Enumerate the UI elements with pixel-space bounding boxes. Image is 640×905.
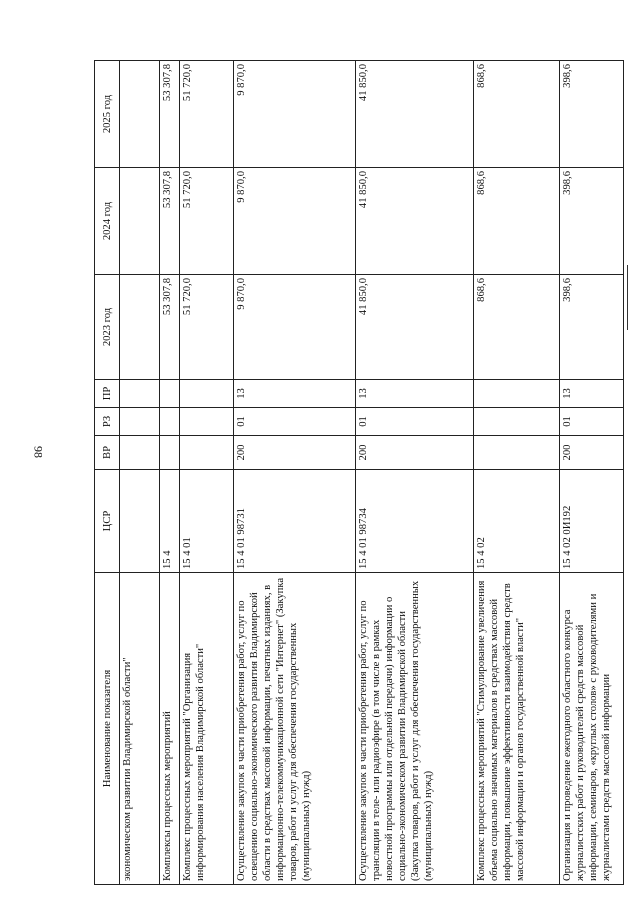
row-pr	[160, 380, 180, 408]
row-rz	[160, 408, 180, 436]
row-2023: 398,6	[560, 275, 624, 380]
row-vr	[120, 436, 160, 470]
row-pr	[474, 380, 560, 408]
header-rz: РЗ	[95, 408, 120, 436]
header-csr: ЦСР	[95, 470, 120, 573]
edge-mark	[627, 265, 628, 330]
row-csr: 15 4 01 98731	[234, 470, 356, 573]
row-2023: 41 850,0	[356, 275, 474, 380]
row-rz	[474, 408, 560, 436]
row-csr: 15 4 02 0И192	[560, 470, 624, 573]
budget-table	[94, 60, 624, 885]
row-2023	[120, 275, 160, 380]
row-name: Организация и проведение ежегодного областного конкурса журналистских работ и руководителей средств массовой информации, семинаров, «круглых столов» с руководителями и журналистами средств массовой информации	[560, 573, 624, 885]
row-vr	[160, 436, 180, 470]
row-rz	[120, 408, 160, 436]
row-2023: 53 307,8	[160, 275, 180, 380]
table-row	[356, 61, 474, 885]
row-pr: 13	[356, 380, 474, 408]
row-2025: 398,6	[560, 61, 624, 168]
row-vr	[180, 436, 234, 470]
row-2024	[120, 168, 160, 275]
table-row	[234, 61, 356, 885]
row-rz: 01	[356, 408, 474, 436]
header-2023: 2023 год	[95, 275, 120, 380]
row-2023: 51 720,0	[180, 275, 234, 380]
row-2023: 9 870,0	[234, 275, 356, 380]
row-2025: 53 307,8	[160, 61, 180, 168]
row-name: Комплекс процессных мероприятий "Стимулирование увеличения объема социально значимых материалов в средствах массовой информации, повышение эффективности взаимодействия средств массовой информации и органов государственной власти"	[474, 573, 560, 885]
row-csr: 15 4	[160, 470, 180, 573]
header-2024: 2024 год	[95, 168, 120, 275]
row-name: экономическом развитии Владимирской области"	[120, 573, 160, 885]
table-row	[120, 61, 160, 885]
row-pr	[180, 380, 234, 408]
row-2025: 9 870,0	[234, 61, 356, 168]
row-name: Комплексы процессных мероприятий	[160, 573, 180, 885]
row-name: Комплекс процессных мероприятий "Организация информирования населения Владимирской области"	[180, 573, 234, 885]
table-row	[180, 61, 234, 885]
row-vr: 200	[560, 436, 624, 470]
table-header-row	[95, 61, 120, 885]
page-number: 98	[31, 446, 46, 458]
header-vr: ВР	[95, 436, 120, 470]
row-2024: 868,6	[474, 168, 560, 275]
row-2025: 868,6	[474, 61, 560, 168]
row-pr	[120, 380, 160, 408]
row-vr: 200	[234, 436, 356, 470]
header-name: Наименование показателя	[95, 573, 120, 885]
rotated-budget-table	[94, 61, 612, 885]
row-name: Осуществление закупок в части приобретения работ, услуг по трансляции в теле- или радиоэфире (в том числе в рамках новостной программы или отдельной передачи) информации о социально-экономическом развитии Владимирской области (Закупка товаров, работ и услуг для обеспечения государственных (муниципальных) нужд)	[356, 573, 474, 885]
row-2025: 51 720,0	[180, 61, 234, 168]
table-row	[160, 61, 180, 885]
row-2023: 868,6	[474, 275, 560, 380]
row-2025: 41 850,0	[356, 61, 474, 168]
row-2024: 41 850,0	[356, 168, 474, 275]
row-2024: 51 720,0	[180, 168, 234, 275]
row-pr: 13	[234, 380, 356, 408]
row-csr: 15 4 02	[474, 470, 560, 573]
row-rz	[180, 408, 234, 436]
row-pr: 13	[560, 380, 624, 408]
row-rz: 01	[234, 408, 356, 436]
row-csr: 15 4 01 98734	[356, 470, 474, 573]
header-pr: ПР	[95, 380, 120, 408]
row-vr: 200	[356, 436, 474, 470]
row-2024: 53 307,8	[160, 168, 180, 275]
table-row	[474, 61, 560, 885]
row-2024: 398,6	[560, 168, 624, 275]
row-csr: 15 4 01	[180, 470, 234, 573]
header-2025: 2025 год	[95, 61, 120, 168]
table-row	[560, 61, 624, 885]
row-vr	[474, 436, 560, 470]
row-csr	[120, 470, 160, 573]
row-rz: 01	[560, 408, 624, 436]
row-2024: 9 870,0	[234, 168, 356, 275]
row-2025	[120, 61, 160, 168]
row-name: Осуществление закупок в части приобретения работ, услуг по освещению социально-экономического развития Владимирской области в средствах массовой информации, печатных изданиях, в информационно-телекоммуникационной сети "Интернет" (Закупка товаров, работ и услуг для обеспечения государственных (муниципальных) нужд)	[234, 573, 356, 885]
